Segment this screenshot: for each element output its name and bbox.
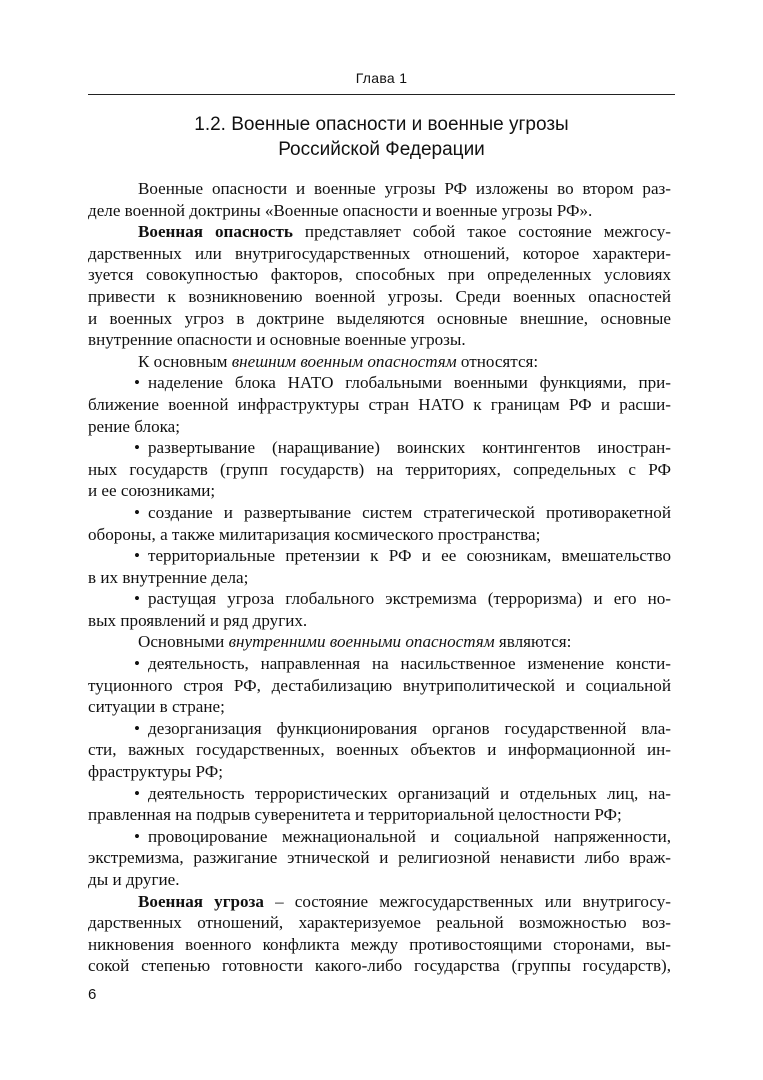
text-line: дарственных отношений, характеризуемое реальной возможностью воз- [88,913,671,933]
emphasis-external-dangers: внешним военным опасностям [231,351,457,371]
bullet-item: • территориальные претензии к РФ и ее союзникам, вмешательство [88,545,671,567]
text-line: правленная на подрыв суверенитета и территориальной целостности РФ; [88,805,622,825]
body-text [88,178,671,977]
header-rule [88,94,675,95]
text-line: ды и другие. [88,870,180,889]
bullet-item: • растущая угроза глобального экстремизма (терроризма) и его но- [88,588,671,610]
bullet-item: • деятельность террористических организаций и отдельных лиц, на- [88,783,671,805]
text-line: фраструктуры РФ; [88,762,223,782]
section-title [88,112,675,162]
text-line: туционного строя РФ, дестабилизацию внутриполитической и социальной [88,675,671,695]
text-line: дарственных или внутригосударственных отношений, которое характери- [88,243,671,263]
text-line: ситуации в стране; [88,697,225,717]
text-line: вых проявлений и ряд других. [88,610,308,630]
text-line: в их внутренние дела; [88,567,249,587]
text-line: сти, важных государственных, военных объектов и информационной ин- [88,740,671,760]
text-line [88,351,671,373]
text-line: и ее союзниками; [88,481,216,501]
text-run: – состояние межгосударственных или внутригосу- [263,891,671,911]
text-line: внутренние опасности и основные военные угрозы. [88,330,466,350]
text-line: обороны, а также милитаризация космического пространства; [88,524,541,544]
text-line: рение блока; [88,416,181,436]
bullet-item: • развертывание (наращивание) воинских контингентов иностран- [88,437,671,459]
text-line [88,221,671,243]
text-line: привести к возникновению военной угрозы. Среди военных опасностей [88,286,671,306]
section-title-line-2: Российской Федерации [278,139,485,160]
text-line: никновения военного конфликта между противостоящими сторонами, вы- [88,934,671,954]
text-line: сокой степенью готовности какого-либо государства (группы государств), [88,956,671,976]
text-line [88,631,671,653]
text-line: экстремизма, разжигание этнической и религиозной ненависти либо враж- [88,848,671,868]
text-line: зуется совокупностью факторов, способных при определенных условиях [88,265,671,285]
text-run: представляет собой такое состояние межгосу- [292,222,672,242]
emphasis-internal-dangers: внутренними военными опасностям [228,632,495,652]
text-line: и военных угроз в доктрине выделяются основные внешние, основные [88,308,671,328]
text-run: являются: [494,632,572,652]
text-run: относятся: [456,351,539,371]
text-line: деле военной доктрины «Военные опасности и военные угрозы РФ». [88,200,593,220]
bullet-item: • создание и развертывание систем стратегической противоракетной [88,502,671,524]
running-header: Глава 1 [355,70,408,86]
term-military-danger: Военная опасность [138,222,293,242]
bullet-item: • деятельность, направленная на насильственное изменение консти- [88,653,671,675]
text-line: ных государств (групп государств) на территориях, сопредельных с РФ [88,459,671,479]
bullet-item: • дезорганизация функционирования органов государственной вла- [88,718,671,740]
bullet-item: • провоцирование межнациональной и социальной напряженности, [88,826,671,848]
text-line [88,891,671,913]
text-line: Военные опасности и военные угрозы РФ изложены во втором раз- [138,179,671,198]
text-line: ближение военной инфраструктуры стран НАТО к границам РФ и расши- [88,394,671,414]
text-run: К основным [138,351,232,371]
section-title-line-1: 1.2. Военные опасности и военные угрозы [194,114,569,135]
bullet-item: • наделение блока НАТО глобальными военными функциями, при- [88,372,671,394]
text-run: Основными [138,632,229,652]
page-number: 6 [88,986,97,1003]
term-military-threat: Военная угроза [138,891,264,911]
